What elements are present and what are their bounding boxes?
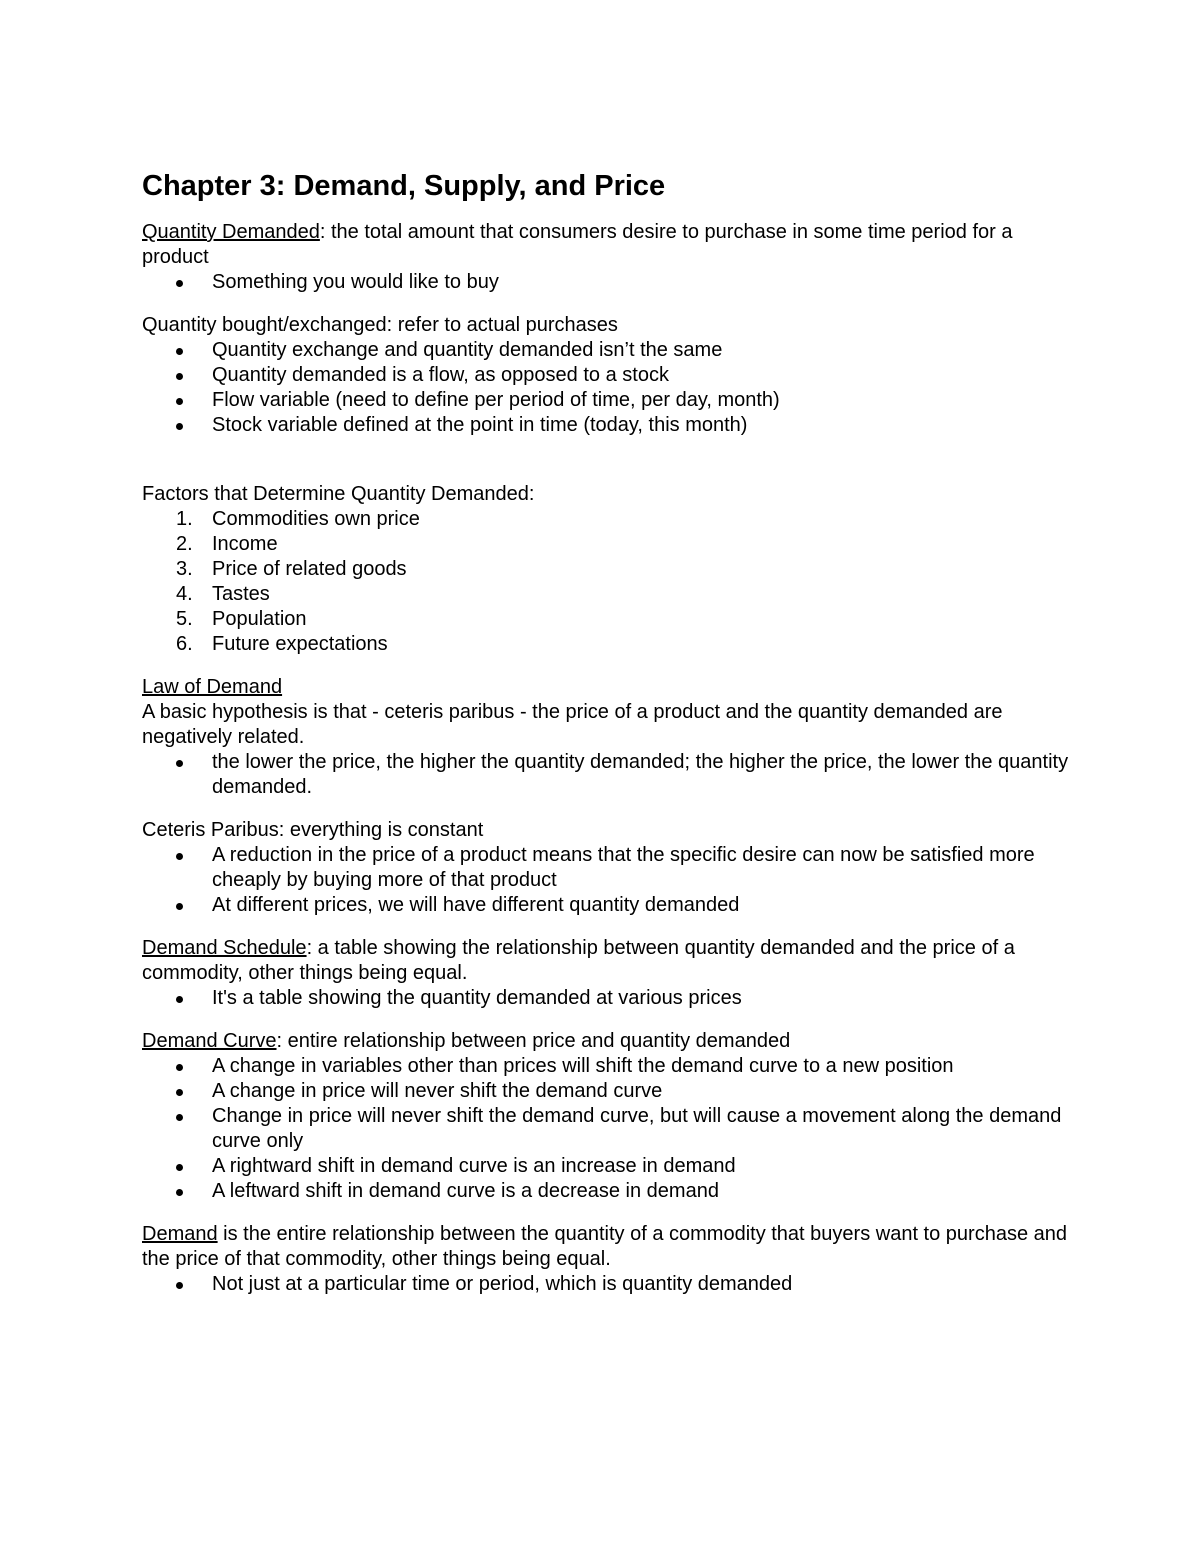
list-item: 6. Future expectations bbox=[176, 633, 388, 655]
quantity-bought-definition: Quantity bought/exchanged: refer to actual purchases bbox=[142, 314, 618, 336]
term-quantity-demanded: Quantity Demanded bbox=[142, 221, 320, 243]
list-item: A leftward shift in demand curve is a decrease in demand bbox=[142, 1179, 1080, 1204]
demand-curve-definition: Demand Curve: entire relationship between price and quantity demanded bbox=[142, 1030, 791, 1052]
list-item: A rightward shift in demand curve is an increase in demand bbox=[142, 1154, 1080, 1179]
list-item: A change in price will never shift the demand curve bbox=[142, 1079, 1080, 1104]
list-item: 2. Income bbox=[176, 533, 278, 555]
list-item: the lower the price, the higher the quantity demanded; the higher the price, the lower the quantity demanded. bbox=[142, 750, 1080, 800]
demand-schedule-definition: Demand Schedule: a table showing the relationship between quantity demanded and the price of a commodity, other things being equal. bbox=[142, 937, 1015, 984]
list-item: Quantity exchange and quantity demanded isn’t the same bbox=[142, 338, 1080, 363]
term-demand-schedule: Demand Schedule bbox=[142, 937, 307, 959]
term-demand-curve: Demand Curve bbox=[142, 1030, 277, 1052]
list-item: At different prices, we will have different quantity demanded bbox=[142, 893, 1080, 918]
list-item: 3. Price of related goods bbox=[176, 558, 407, 580]
ceteris-paribus-list bbox=[142, 843, 1080, 918]
factors-heading: Factors that Determine Quantity Demanded: bbox=[142, 483, 535, 505]
quantity-demanded-definition: Quantity Demanded: the total amount that consumers desire to purchase in some time period for a product bbox=[142, 221, 1013, 268]
law-of-demand-text: A basic hypothesis is that - ceteris paribus - the price of a product and the quantity demanded are negatively related. bbox=[142, 701, 1003, 748]
law-of-demand-list bbox=[142, 750, 1080, 800]
factors-list bbox=[142, 507, 1080, 657]
list-item: Quantity demanded is a flow, as opposed to a stock bbox=[142, 363, 1080, 388]
law-of-demand-heading: Law of Demand bbox=[142, 676, 283, 698]
demand-curve-list bbox=[142, 1054, 1080, 1204]
demand-definition: Demand is the entire relationship between the quantity of a commodity that buyers want to purchase and the price of that commodity, other things being equal. bbox=[142, 1223, 1067, 1270]
list-item: Flow variable (need to define per period of time, per day, month) bbox=[142, 388, 1080, 413]
ceteris-paribus-definition: Ceteris Paribus: everything is constant bbox=[142, 819, 484, 841]
quantity-bought-list bbox=[142, 338, 1080, 438]
list-item: Not just at a particular time or period, which is quantity demanded bbox=[142, 1272, 1080, 1297]
page-title: Chapter 3: Demand, Supply, and Price bbox=[142, 170, 666, 202]
list-item: A reduction in the price of a product means that the specific desire can now be satisfied more cheaply by buying more of that product bbox=[142, 843, 1080, 893]
list-item: 4. Tastes bbox=[176, 583, 270, 605]
list-item: A change in variables other than prices will shift the demand curve to a new position bbox=[142, 1054, 1080, 1079]
list-item: Change in price will never shift the demand curve, but will cause a movement along the demand curve only bbox=[142, 1104, 1080, 1154]
term-demand: Demand bbox=[142, 1223, 218, 1245]
demand-list bbox=[142, 1272, 1080, 1297]
list-item: Stock variable defined at the point in time (today, this month) bbox=[142, 413, 1080, 438]
demand-schedule-list bbox=[142, 986, 1080, 1011]
list-item: Something you would like to buy bbox=[142, 270, 1080, 295]
list-item: It's a table showing the quantity demanded at various prices bbox=[142, 986, 1080, 1011]
list-item: 1. Commodities own price bbox=[176, 508, 420, 530]
list-item: 5. Population bbox=[176, 608, 307, 630]
quantity-demanded-list bbox=[142, 270, 1080, 295]
